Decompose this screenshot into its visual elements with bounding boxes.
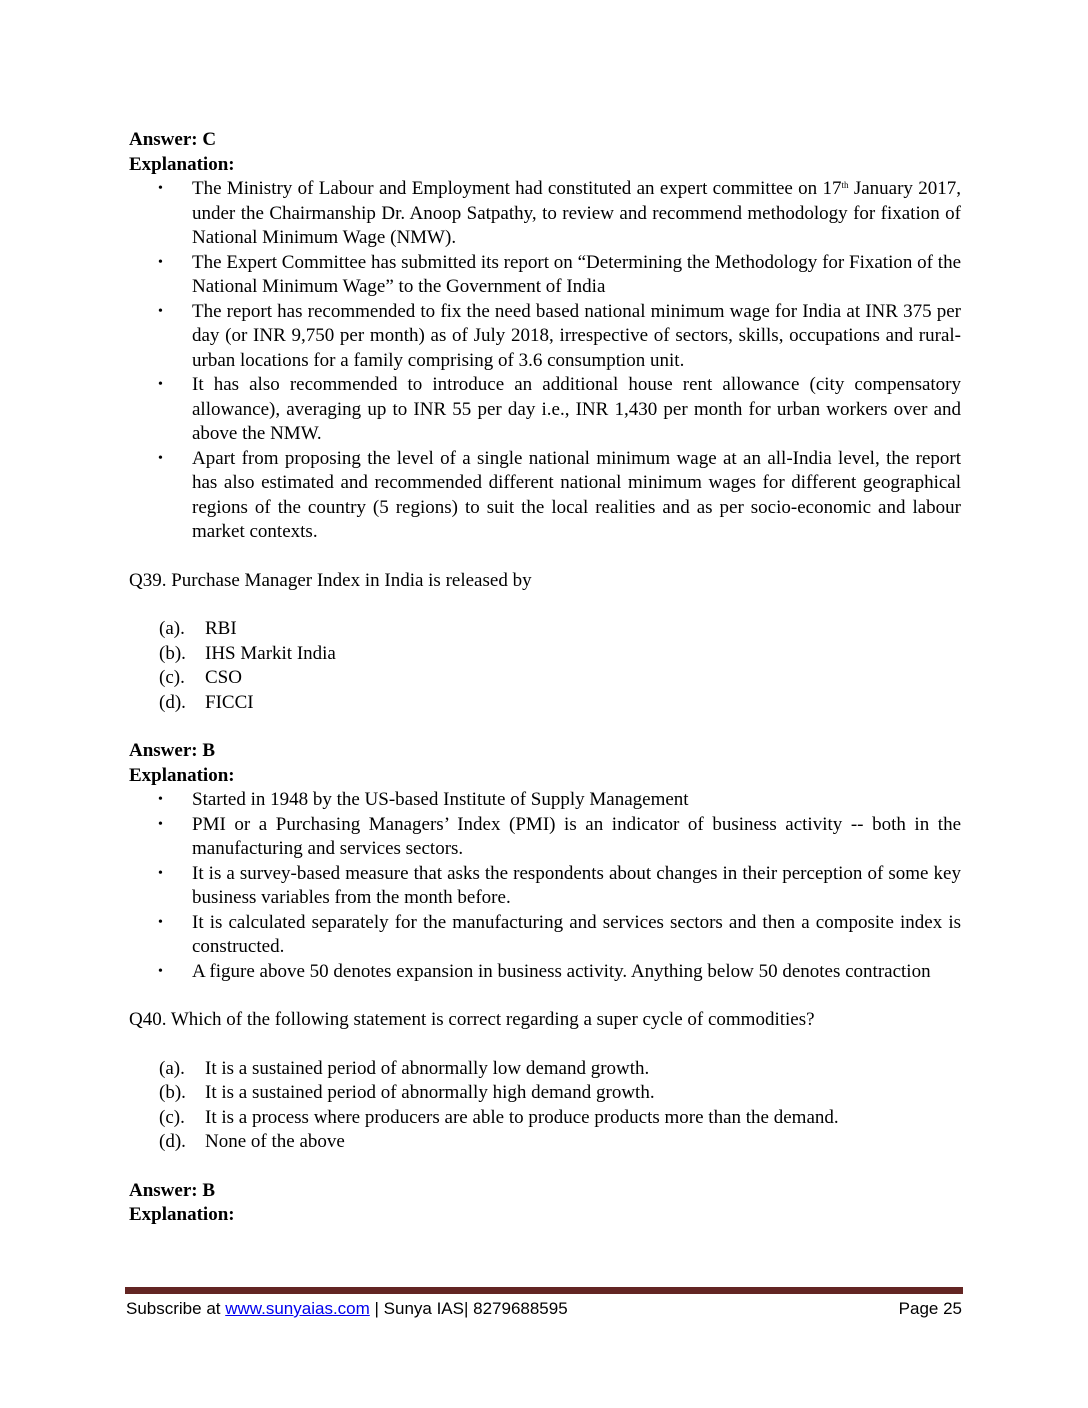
option-c: (c). CSO <box>159 667 242 688</box>
q39-options <box>129 617 961 715</box>
q39-answer: Answer: B <box>129 740 216 761</box>
page-number: Page 25 <box>898 1299 962 1318</box>
list-item: • It is calculated separately for the manufacturing and services sectors and then a composite index is constructed. <box>158 911 961 957</box>
bullet-icon: • <box>158 181 163 196</box>
list-item: • Started in 1948 by the US-based Institute of Supply Management <box>129 788 961 813</box>
bullet-icon: • <box>158 254 163 270</box>
q38-explanation-label: Explanation: <box>129 153 235 175</box>
list-item: • The Ministry of Labour and Employment had constituted an expert committee on 17th January 2017, under the Chairmanship Dr. Anoop Satpathy, to review and recommend methodology for fixation of National Minimum Wage (NMW). <box>158 178 961 248</box>
bullet-icon: • <box>158 963 163 979</box>
list-item: • It has also recommended to introduce an additional house rent allowance (city compensatory allowance), averaging up to INR 55 per day i.e., INR 1,430 per month for urban workers over and above the NMW. <box>158 374 961 444</box>
page-footer <box>126 1297 962 1321</box>
bullet-icon: • <box>158 914 163 930</box>
q38-answer: Answer: C <box>129 129 217 150</box>
option-d: (d). None of the above <box>159 1131 345 1152</box>
option-b: (b). It is a sustained period of abnormally high demand growth. <box>159 1082 655 1103</box>
option-c: (c). It is a process where producers are able to produce products more than the demand. <box>159 1106 839 1128</box>
option-a: (a). RBI <box>159 618 237 639</box>
bullet-icon: • <box>158 792 163 807</box>
list-item: • Apart from proposing the level of a single national minimum wage at an all-India level, the report has also estimated and recommended different national minimum wages for different geographical regions of the country (5 regions) to suit the local realities and as per socio-economic and labour market contexts. <box>158 447 961 542</box>
footer-divider <box>125 1287 963 1294</box>
q40-question: Q40. Which of the following statement is correct regarding a super cycle of commodities? <box>129 1009 815 1030</box>
bullet-icon: • <box>158 816 163 832</box>
list-item: • PMI or a Purchasing Managers’ Index (PMI) is an indicator of business activity -- both in the manufacturing and services sectors. <box>158 813 961 859</box>
option-d: (d). FICCI <box>159 691 254 713</box>
q40-options <box>129 1057 961 1155</box>
bullet-icon: • <box>158 865 163 881</box>
bullet-icon: • <box>158 450 163 466</box>
list-item: • A figure above 50 denotes expansion in business activity. Anything below 50 denotes contraction <box>129 960 961 985</box>
option-b: (b). IHS Markit India <box>159 642 336 664</box>
q39-explanation-label: Explanation: <box>129 764 235 786</box>
list-item: • The report has recommended to fix the need based national minimum wage for India at INR 375 per day (or INR 9,750 per month) as of July 2018, irrespective of sectors, skills, occupations and rural-urban locations for a family comprising of 3.6 consumption unit. <box>158 300 961 371</box>
q39-explanation-list <box>129 788 961 984</box>
bullet-icon: • <box>158 377 163 392</box>
list-item: • It is a survey-based measure that asks the respondents about changes in their perception of some key business variables from the month before. <box>158 862 961 908</box>
page-content <box>129 128 961 1228</box>
list-item: • The Expert Committee has submitted its report on “Determining the Methodology for Fixation of the National Minimum Wage” to the Government of India <box>158 251 961 297</box>
q40-answer: Answer: B <box>129 1179 216 1201</box>
q40-explanation-label: Explanation: <box>129 1204 235 1225</box>
q39-question: Q39. Purchase Manager Index in India is released by <box>129 569 532 591</box>
bullet-icon: • <box>158 303 163 319</box>
website-link[interactable]: www.sunyaias.com <box>225 1299 370 1318</box>
q38-explanation-list <box>129 177 961 545</box>
footer-contact: Subscribe at www.sunyaias.com | Sunya IAS| 8279688595 <box>126 1299 568 1318</box>
option-a: (a). It is a sustained period of abnormally low demand growth. <box>159 1057 650 1079</box>
